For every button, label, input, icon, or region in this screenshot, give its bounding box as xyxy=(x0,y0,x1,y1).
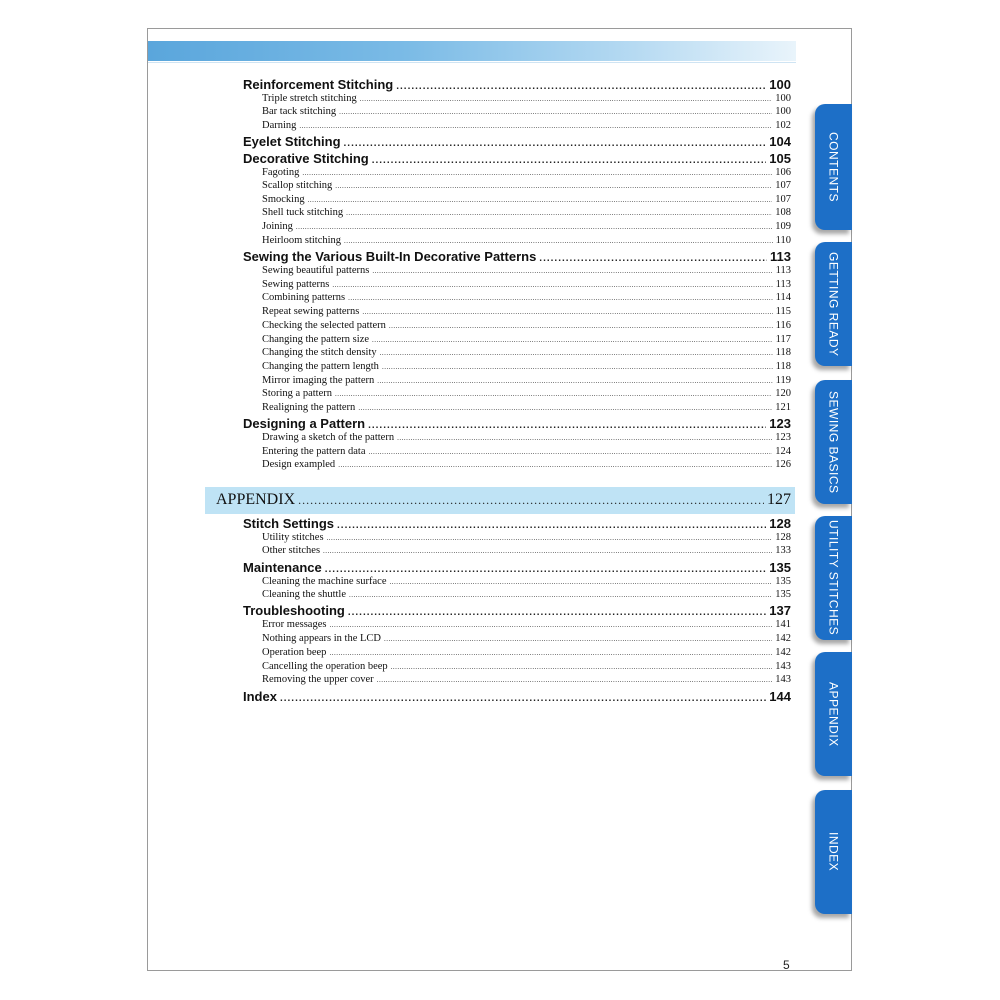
leader-dots xyxy=(339,108,772,116)
toc-title: Smocking xyxy=(262,194,305,205)
toc-page: 121 xyxy=(775,402,791,413)
toc-section[interactable] xyxy=(243,560,791,576)
toc-title: Scallop stitching xyxy=(262,180,333,191)
tab-contents[interactable] xyxy=(815,104,852,230)
toc-page: 118 xyxy=(775,361,791,372)
leader-dots xyxy=(348,607,766,618)
leader-dots xyxy=(349,591,772,599)
toc-subsection[interactable] xyxy=(262,320,791,333)
toc-page: 143 xyxy=(775,661,791,672)
toc-page: 113 xyxy=(775,279,791,290)
leader-dots xyxy=(348,294,773,302)
toc-page: 117 xyxy=(775,334,791,345)
toc-page: 127 xyxy=(767,491,791,508)
toc-subsection[interactable] xyxy=(262,361,791,374)
leader-dots xyxy=(369,448,773,456)
tab-getting-ready[interactable] xyxy=(815,242,852,366)
tab-label: APPENDIX xyxy=(826,681,841,747)
toc-page: 115 xyxy=(775,306,791,317)
toc-title: Storing a pattern xyxy=(262,388,332,399)
leader-dots xyxy=(368,420,766,431)
toc-subsection[interactable] xyxy=(262,661,791,674)
toc-subsection[interactable] xyxy=(262,306,791,319)
toc-page: 113 xyxy=(770,249,791,264)
tab-sewing-basics[interactable] xyxy=(815,380,852,504)
leader-dots xyxy=(329,621,772,629)
toc-subsection[interactable] xyxy=(262,279,791,292)
toc-title: Cleaning the shuttle xyxy=(262,589,346,600)
leader-dots xyxy=(377,676,773,684)
leader-dots xyxy=(344,138,767,149)
toc-page: 118 xyxy=(775,347,791,358)
leader-dots xyxy=(397,434,772,442)
toc-section[interactable] xyxy=(243,689,791,705)
toc-title: Checking the selected pattern xyxy=(262,320,386,331)
toc-page: 104 xyxy=(769,134,791,149)
tab-appendix[interactable] xyxy=(815,652,852,776)
toc-subsection[interactable] xyxy=(262,674,791,687)
toc-page: 102 xyxy=(775,120,791,131)
toc-title: Sewing the Various Built-In Decorative Patterns xyxy=(243,249,537,264)
toc-section[interactable] xyxy=(243,603,791,619)
toc-page: 120 xyxy=(775,388,791,399)
leader-dots xyxy=(380,349,773,357)
toc-section[interactable] xyxy=(243,249,791,265)
toc-title: Joining xyxy=(262,221,293,232)
leader-dots xyxy=(539,253,767,264)
toc-page: 110 xyxy=(775,235,791,246)
toc-title: Removing the upper cover xyxy=(262,674,374,685)
toc-page: 143 xyxy=(775,674,791,685)
tab-index[interactable] xyxy=(815,790,852,914)
toc-title: Design exampled xyxy=(262,459,336,470)
toc-title: Realigning the pattern xyxy=(262,402,356,413)
toc-title: Combining patterns xyxy=(262,292,346,303)
toc-chapter-appendix[interactable] xyxy=(216,491,791,511)
toc-title: Darning xyxy=(262,120,297,131)
leader-dots xyxy=(372,267,772,275)
toc-title: Changing the pattern size xyxy=(262,334,370,345)
leader-dots xyxy=(372,155,767,166)
toc-subsection[interactable] xyxy=(262,432,791,445)
toc-page: 142 xyxy=(775,633,791,644)
toc-page: 106 xyxy=(775,167,791,178)
toc-subsection[interactable] xyxy=(262,532,791,545)
toc-title: Fagoting xyxy=(262,167,300,178)
leader-dots xyxy=(335,182,772,190)
toc-page: 100 xyxy=(775,93,791,104)
leader-dots xyxy=(384,635,772,643)
leader-dots xyxy=(389,322,773,330)
toc-section[interactable] xyxy=(243,134,791,150)
toc-title: Nothing appears in the LCD xyxy=(262,633,381,644)
toc-subsection[interactable] xyxy=(262,93,791,106)
toc-subsection[interactable] xyxy=(262,589,791,602)
leader-dots xyxy=(382,363,773,371)
toc-page: 105 xyxy=(769,151,791,166)
toc-page: 128 xyxy=(775,532,791,543)
toc-section[interactable] xyxy=(243,416,791,432)
toc-subsection[interactable] xyxy=(262,347,791,360)
toc-title: Heirloom stitching xyxy=(262,235,342,246)
toc-title: Triple stretch stitching xyxy=(262,93,357,104)
toc-subsection[interactable] xyxy=(262,334,791,347)
toc-title: Other stitches xyxy=(262,545,321,556)
toc-title: Maintenance xyxy=(243,560,322,575)
leader-dots xyxy=(344,237,773,245)
leader-dots xyxy=(298,493,764,508)
leader-dots xyxy=(360,95,773,103)
toc-subsection[interactable] xyxy=(262,221,791,234)
toc-subsection[interactable] xyxy=(262,619,791,632)
leader-dots xyxy=(323,547,772,555)
toc-subsection[interactable] xyxy=(262,194,791,207)
leader-dots xyxy=(372,336,773,344)
toc-title: Sewing patterns xyxy=(262,279,330,290)
toc-title: Changing the pattern length xyxy=(262,361,379,372)
leader-dots xyxy=(280,693,766,704)
toc-title: Cancelling the operation beep xyxy=(262,661,388,672)
toc-subsection[interactable] xyxy=(262,167,791,180)
toc-title: Entering the pattern data xyxy=(262,446,366,457)
leader-dots xyxy=(362,308,772,316)
toc-title: Decorative Stitching xyxy=(243,151,369,166)
toc-page: 141 xyxy=(775,619,791,630)
toc-title: Changing the stitch density xyxy=(262,347,377,358)
leader-dots xyxy=(377,377,772,385)
toc-page: 128 xyxy=(769,516,791,531)
toc-subsection[interactable] xyxy=(262,106,791,119)
leader-dots xyxy=(325,564,767,575)
toc-page: 144 xyxy=(769,689,791,704)
toc-subsection[interactable] xyxy=(262,375,791,388)
toc-subsection[interactable] xyxy=(262,120,791,133)
toc-subsection[interactable] xyxy=(262,459,791,472)
page-number: 5 xyxy=(783,958,790,972)
toc-subsection[interactable] xyxy=(262,402,791,415)
leader-dots xyxy=(308,196,773,204)
tab-label: SEWING BASICS xyxy=(826,390,841,494)
toc-title: Repeat sewing patterns xyxy=(262,306,360,317)
toc-title: Error messages xyxy=(262,619,327,630)
leader-dots xyxy=(337,520,766,531)
toc-title: Utility stitches xyxy=(262,532,324,543)
leader-dots xyxy=(338,461,772,469)
toc-page: 124 xyxy=(775,446,791,457)
toc-title: Bar tack stitching xyxy=(262,106,337,117)
leader-dots xyxy=(390,578,773,586)
toc-page: 135 xyxy=(775,576,791,587)
toc-page: 119 xyxy=(775,375,791,386)
leader-dots xyxy=(302,169,772,177)
tab-label: UTILITY STITCHES xyxy=(826,520,841,636)
toc-subsection[interactable] xyxy=(262,545,791,558)
toc-page: 135 xyxy=(769,560,791,575)
toc-title: Eyelet Stitching xyxy=(243,134,341,149)
toc-title: Sewing beautiful patterns xyxy=(262,265,370,276)
leader-dots xyxy=(391,663,773,671)
toc-title: Mirror imaging the pattern xyxy=(262,375,375,386)
toc-page: 135 xyxy=(775,589,791,600)
toc-page: 113 xyxy=(775,265,791,276)
toc-page: 116 xyxy=(775,320,791,331)
tab-label: INDEX xyxy=(826,832,841,872)
toc-page: 108 xyxy=(775,207,791,218)
toc-title: Cleaning the machine surface xyxy=(262,576,387,587)
toc-page: 100 xyxy=(769,77,791,92)
toc-title: Operation beep xyxy=(262,647,327,658)
toc-subsection[interactable] xyxy=(262,633,791,646)
leader-dots xyxy=(327,534,773,542)
toc-subsection[interactable] xyxy=(262,388,791,401)
toc-page: 109 xyxy=(775,221,791,232)
toc-section[interactable] xyxy=(243,151,791,167)
toc-page: 126 xyxy=(775,459,791,470)
leader-dots xyxy=(296,223,772,231)
toc-page: 133 xyxy=(775,545,791,556)
toc-page: 137 xyxy=(769,603,791,618)
toc-title: Shell tuck stitching xyxy=(262,207,344,218)
toc-page: 107 xyxy=(775,194,791,205)
toc-title: Index xyxy=(243,689,277,704)
toc-subsection[interactable] xyxy=(262,180,791,193)
leader-dots xyxy=(332,281,772,289)
leader-dots xyxy=(329,649,772,657)
toc-page: 100 xyxy=(775,106,791,117)
toc-title: APPENDIX xyxy=(216,491,296,508)
leader-dots xyxy=(299,122,772,130)
toc-title: Stitch Settings xyxy=(243,516,335,531)
toc-page: 123 xyxy=(775,432,791,443)
toc-subsection[interactable] xyxy=(262,207,791,220)
toc-title: Drawing a sketch of the pattern xyxy=(262,432,395,443)
toc-subsection[interactable] xyxy=(262,647,791,660)
toc-title: Reinforcement Stitching xyxy=(243,77,394,92)
toc-section[interactable] xyxy=(243,516,791,532)
tab-label: CONTENTS xyxy=(826,132,841,202)
toc-subsection[interactable] xyxy=(262,446,791,459)
toc-title: Troubleshooting xyxy=(243,603,345,618)
tab-label: GETTING READY xyxy=(826,251,841,357)
toc-subsection[interactable] xyxy=(262,292,791,305)
toc-title: Designing a Pattern xyxy=(243,416,366,431)
leader-dots xyxy=(358,404,772,412)
toc-subsection[interactable] xyxy=(262,265,791,278)
toc-page: 142 xyxy=(775,647,791,658)
toc-page: 123 xyxy=(769,416,791,431)
leader-dots xyxy=(335,390,772,398)
leader-dots xyxy=(396,81,766,92)
toc-section[interactable] xyxy=(243,77,791,93)
toc-page: 107 xyxy=(775,180,791,191)
tab-utility-stitches[interactable] xyxy=(815,516,852,640)
toc-page: 114 xyxy=(775,292,791,303)
toc-subsection[interactable] xyxy=(262,576,791,589)
toc-subsection[interactable] xyxy=(262,235,791,248)
leader-dots xyxy=(346,209,772,217)
